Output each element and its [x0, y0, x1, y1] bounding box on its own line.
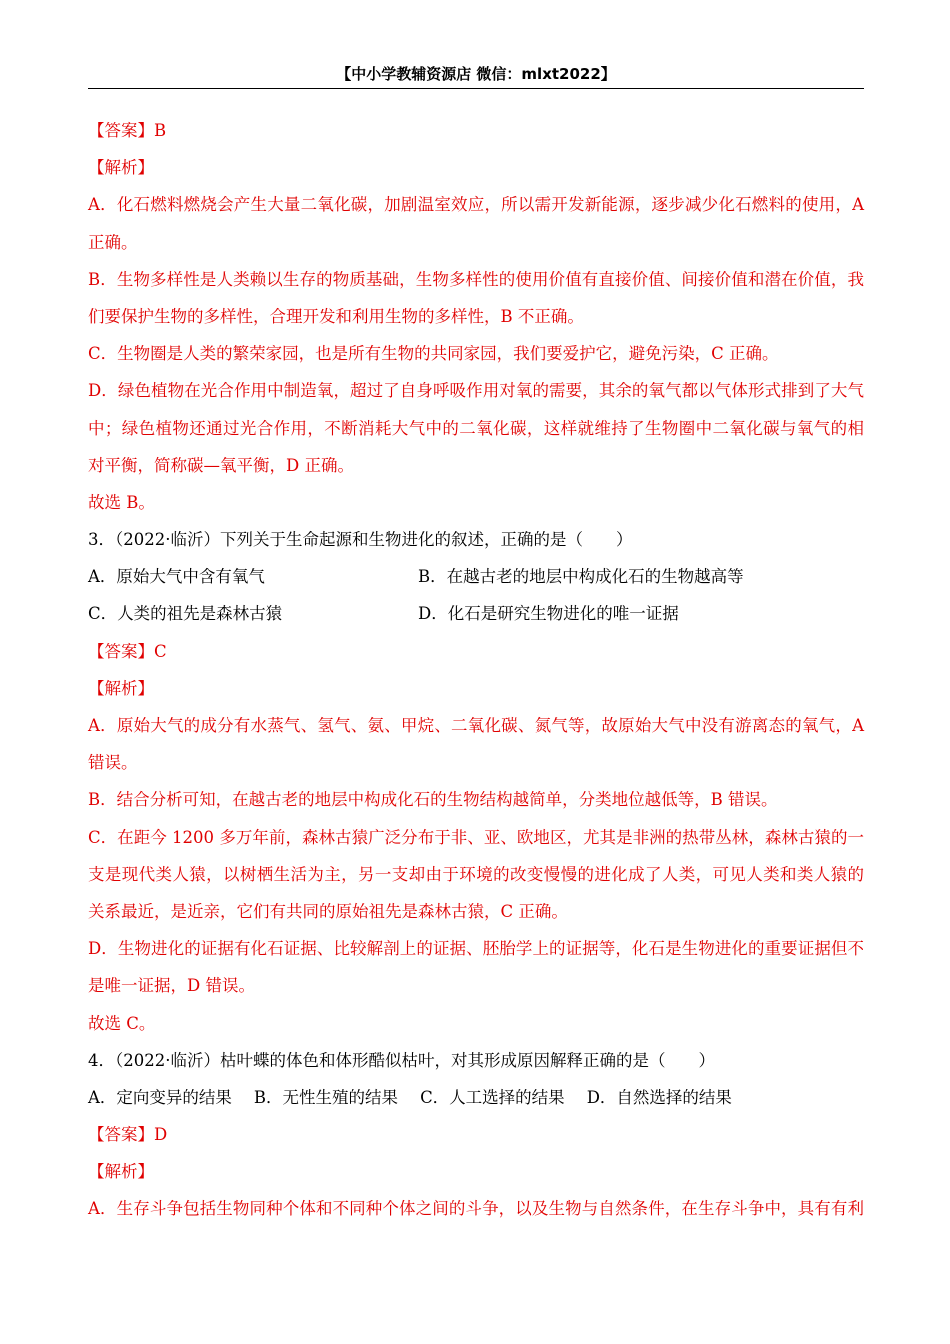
q3-analysis-d-line1: D．生物进化的证据有化石证据、比较解剖上的证据、胚胎学上的证据等，化石是生物进化的重要证据但不	[88, 939, 864, 959]
q3-option-c: C．人类的祖先是森林古猿	[88, 604, 283, 624]
q3-analysis-c-line1: C．在距今 1200 多万年前，森林古猿广泛分布于非、亚、欧地区，尤其是非洲的热带丛林，森林古猿的一	[88, 827, 864, 847]
q2-analysis-d-line1: D．绿色植物在光合作用中制造氧，超过了自身呼吸作用对氧的需要，其余的氧气都以气体形式排到了大气	[88, 381, 864, 401]
q4-analysis-label: 【解析】	[88, 1162, 154, 1182]
q4-option-b: B．无性生殖的结果	[253, 1087, 399, 1107]
q3-analysis-a-line2: 错误。	[88, 753, 138, 773]
q2-analysis-label: 【解析】	[88, 158, 154, 178]
q2-analysis-d-line2: 中；绿色植物还通过光合作用，不断消耗大气中的二氧化碳，这样就维持了生物圈中二氧化碳与氧气的相	[88, 418, 864, 438]
q3-analysis-a-line1: A．原始大气的成分有水蒸气、氢气、氨、甲烷、二氧化碳、氮气等，故原始大气中没有游离态的氧气，A	[88, 716, 864, 735]
q3-options-row2	[88, 595, 864, 632]
q2-analysis-d-line3: 对平衡，简称碳—氧平衡，D 正确。	[88, 455, 354, 475]
q2-analysis-b-line2: 们要保护生物的多样性，合理开发和利用生物的多样性，B 不正确。	[88, 306, 584, 326]
q2-analysis-a-line1: A．化石燃料燃烧会产生大量二氧化碳，加剧温室效应，所以需开发新能源，逐步减少化石燃料的使用，A	[88, 195, 864, 215]
q3-analysis-d-line2: 是唯一证据，D 错误。	[88, 976, 255, 996]
q2-answer: 【答案】B	[88, 121, 167, 140]
q4-option-a: A．定向变异的结果	[88, 1087, 232, 1107]
q3-analysis-label: 【解析】	[88, 678, 154, 698]
q4-analysis-a-line1: A．生存斗争包括生物同种个体和不同种个体之间的斗争，以及生物与自然条件，在生存斗争中，具有有利	[88, 1199, 864, 1219]
q4-option-c: C．人工选择的结果	[420, 1087, 565, 1107]
q4-option-d: D．自然选择的结果	[586, 1087, 732, 1107]
q3-analysis-c-line2: 支是现代类人猿，以树栖生活为主，另一支却由于环境的改变慢慢的进化成了人类，可见人类和类人猿的	[88, 864, 864, 884]
q3-analysis-c-line3: 关系最近，是近亲，它们有共同的原始祖先是森林古猿，C 正确。	[88, 901, 568, 921]
q2-analysis-c-line1: C．生物圈是人类的繁荣家园，也是所有生物的共同家园，我们要爱护它，避免污染，C 正确。	[88, 344, 779, 364]
page-header: 【中小学教辅资源店 微信：mlxt2022】	[88, 64, 864, 89]
q3-option-b: B．在越古老的地层中构成化石的生物越高等	[418, 567, 744, 587]
q4-answer: 【答案】D	[88, 1125, 168, 1145]
q3-option-a: A．原始大气中含有氧气	[88, 567, 265, 587]
q3-options-row1	[88, 558, 864, 595]
q4-options-row	[88, 1079, 864, 1116]
q2-analysis-b-line1: B．生物多样性是人类赖以生存的物质基础，生物多样性的使用价值有直接价值、间接价值和潜在价值，我	[88, 269, 864, 289]
q3-analysis-b-line1: B．结合分析可知，在越古老的地层中构成化石的生物结构越简单，分类地位越低等，B 错误。	[88, 790, 778, 810]
page-content	[88, 112, 864, 1228]
q3-option-d: D．化石是研究生物进化的唯一证据	[418, 604, 679, 624]
q4-stem: 4．（2022·临沂）枯叶蝶的体色和体形酷似枯叶，对其形成原因解释正确的是（ ）	[88, 1050, 715, 1070]
q2-analysis-a-line2: 正确。	[88, 232, 138, 252]
q3-answer: 【答案】C	[88, 641, 167, 661]
q3-conclusion: 故选 C。	[88, 1013, 156, 1033]
q2-conclusion: 故选 B。	[88, 492, 155, 512]
q3-stem: 3．（2022·临沂）下列关于生命起源和生物进化的叙述，正确的是（ ）	[88, 530, 633, 550]
